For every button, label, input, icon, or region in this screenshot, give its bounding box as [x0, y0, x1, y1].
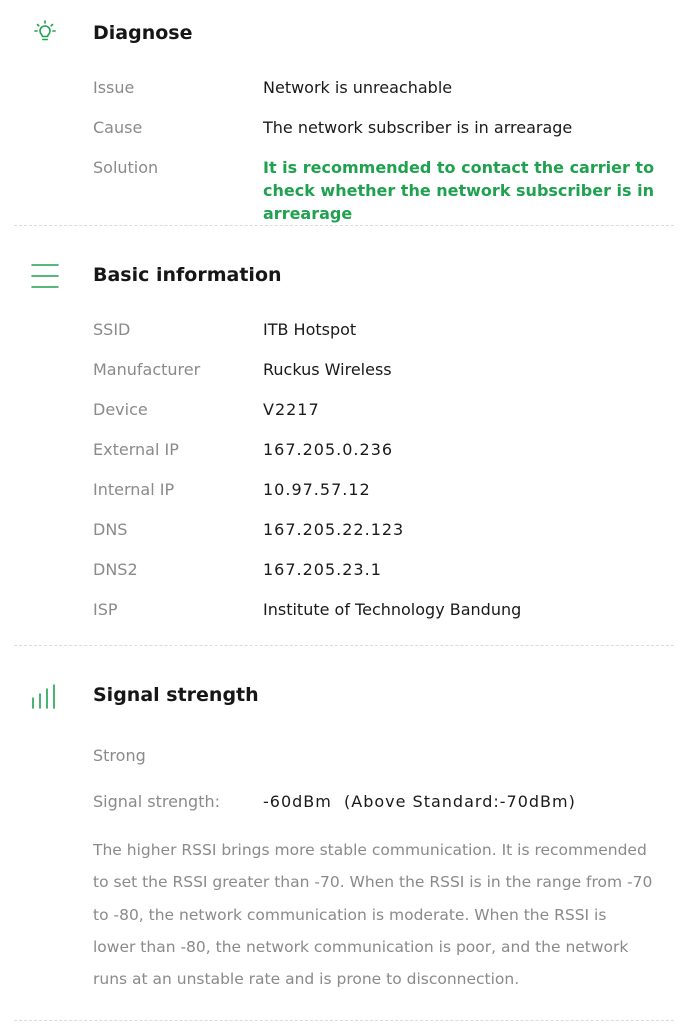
signal-strength-label: Signal strength:	[93, 792, 221, 811]
internal-ip-value: 10.97.57.12	[263, 480, 371, 499]
ssid-label: SSID	[93, 320, 131, 339]
signal-status: Strong	[93, 746, 146, 765]
dns2-value: 167.205.23.1	[263, 560, 382, 579]
manufacturer-value: Ruckus Wireless	[263, 360, 392, 379]
cause-label: Cause	[93, 118, 143, 137]
signal-bars-icon	[30, 684, 60, 714]
signal-strength-value: -60dBm (Above Standard:-70dBm)	[263, 792, 576, 811]
issue-label: Issue	[93, 78, 135, 97]
device-label: Device	[93, 400, 148, 419]
device-value: V2217	[263, 400, 320, 419]
isp-label: ISP	[93, 600, 118, 619]
basic-info-section	[0, 226, 687, 646]
dns-value: 167.205.22.123	[263, 520, 405, 539]
diagnose-title: Diagnose	[93, 22, 193, 44]
basic-info-title: Basic information	[93, 264, 282, 286]
issue-value: Network is unreachable	[263, 78, 453, 97]
signal-description: The higher RSSI brings more stable communication. It is recommended to set the RSSI greater than -70. When the RSSI is in the range from -70 to -80, the network communication is moderate. When the RSSI is lower than -80, the network communication is poor, and the network runs at an unstable rate and is prone to disconnection.	[93, 841, 653, 989]
dns-label: DNS	[93, 520, 128, 539]
dns2-label: DNS2	[93, 560, 138, 579]
cause-value: The network subscriber is in arrearage	[263, 118, 573, 137]
isp-value: Institute of Technology Bandung	[263, 600, 522, 619]
lightbulb-icon	[30, 20, 60, 52]
signal-title: Signal strength	[93, 684, 259, 706]
internal-ip-label: Internal IP	[93, 480, 175, 499]
signal-section	[0, 646, 687, 1024]
divider	[14, 1020, 674, 1021]
external-ip-label: External IP	[93, 440, 179, 459]
solution-value: It is recommended to contact the carrier to check whether the network subscriber is in arrearage	[263, 158, 655, 223]
menu-lines-icon	[30, 262, 60, 294]
manufacturer-label: Manufacturer	[93, 360, 201, 379]
external-ip-value: 167.205.0.236	[263, 440, 394, 459]
ssid-value: ITB Hotspot	[263, 320, 357, 339]
diagnose-section	[0, 0, 687, 225]
solution-label: Solution	[93, 158, 159, 177]
